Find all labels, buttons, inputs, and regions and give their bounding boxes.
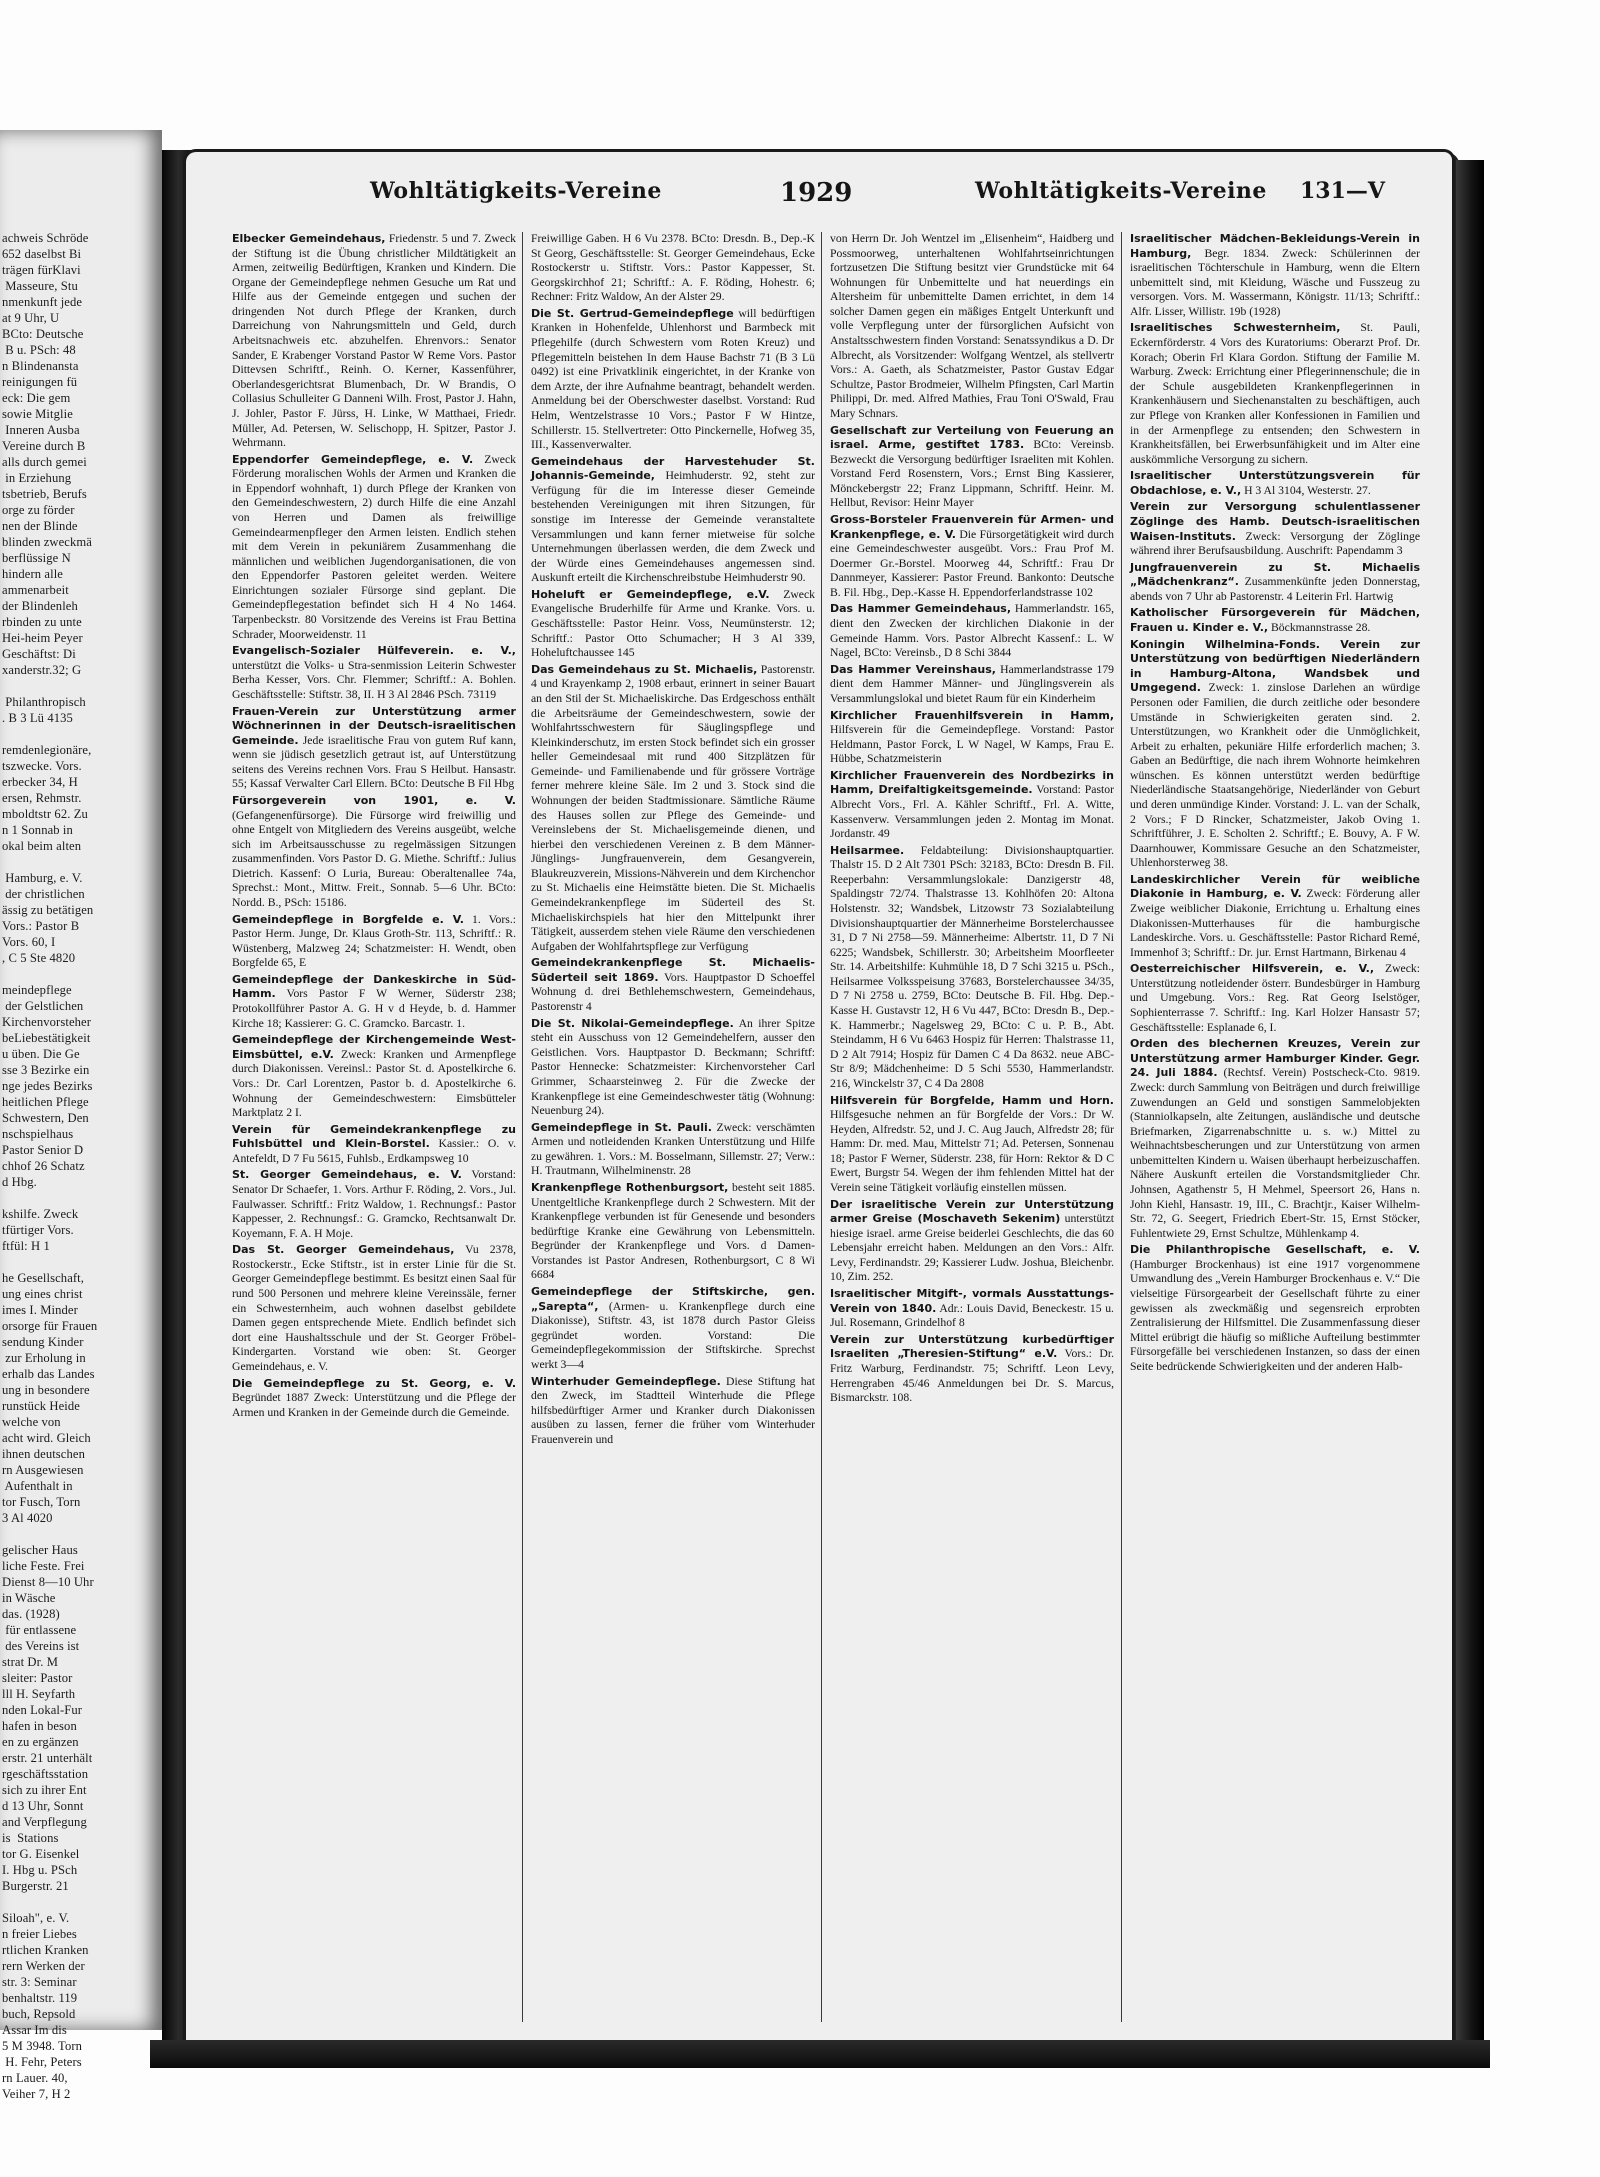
entry-title: Evangelisch-Sozialer Hülfeverein. e. V., (232, 644, 516, 658)
directory-entry (531, 1121, 815, 1179)
entry-text: Pastorenstr. 4 und Krayenkamp 2, 1908 erbaut, erinnert in seiner Bauart an den Stil der St. Michaeliskirche. Das Erdgeschoss enthält die Arbeitsräume der Gemeindeschwestern, sowie der Wohlfahrtsschwestern für Säuglingspflege und Kleinkinderschutz, im ersten Stock befindet sich ein grosser heller Gemeindesaal mit rund 400 Sitzplätzen für Gemeinde- und Familienabende und für grössere Vorträge ferner mehrere kleine Säle. Im 2 und 3. Stock sind die Wohnungen der beiden Stadtmissionare. Sämtliche Räume des Hauses sollen zur Pflege des Gemeinde- und Vereinslebens der St. Michaelisgemeinde dienen, und hierbei den verschiedenen Vereinen z. B dem Männer- Jünglings- Jungfrauenverein, dem Gesangverein, Blaukreuzverein, Missions-Nähverein und dem Kirchenchor zu St. Michaelis eine Heimstätte bieten. Die St. Michaelis Gemeindekrankenpflege im Süderteil des St. Michaeliskirchspiels hat hier den Mittelpunkt ihrer Tätigkeit, ausserdem stehen viele Räume den verschiedenen Aufgaben der Wohlfahrtspflege zur Verfügung (531, 662, 815, 953)
entry-text: Die Fürsorgetätigkeit wird durch eine Gemeindeschwester ausgeübt. Vors.: Frau Prof M. Doermer Gr.-Borstel. Moorweg 44, Schriftf.: Frau Dr Dannmeyer, Kassierer: Pastor Freund. Bankonto: Deutsche B. Fil. Hbg., Dep.-Kasse H. Eppendorferlandstrasse 102 (830, 527, 1115, 599)
column-divider (1121, 232, 1122, 2022)
entry-title: Landeskirchlicher Verein für weibliche Diakonie in Hamburg, e. V. (1130, 872, 1420, 901)
entry-title: Israelitischer Mitgift-, vormals Ausstattungs-Verein von 1840. (830, 1287, 1114, 1315)
entry-title: Das Hammer Gemeindehaus, (830, 602, 1012, 616)
directory-entry (830, 709, 1114, 767)
entry-title: Kirchlicher Frauenhilfsverein in Hamm, (830, 708, 1114, 722)
entry-text: Diese Stiftung hat den Zweck, im Stadtteil Winterhude die Pflege hilfsbedürftiger Armer und Kranker durch Diakonissen ausüben zu lassen, ferner die früher vom Winterhuder Frauenverein und (531, 1374, 815, 1446)
entry-text: Vors Pastor F W Werner, Süderstr 238; Protokollführer Pastor A. G. H v d Heyde, b. d. Hammer Kirche 18; Kassierer: G. C. Gramcko. Barcastr. 1. (232, 987, 516, 1030)
entry-text: Jede israelitische Frau von gutem Ruf kann, wenn sie jüdisch gesetzlich getraut ist, auf Unterstützung seitens des Vereins rechnen Vors. Frau S Heilbut. Hansastr. 55; Kassaf Verwalter Carl Ellern. BCto: Deutsche B Fil Hbg (232, 733, 516, 791)
entry-title: Hilfsverein für Borgfelde, Hamm und Horn. (830, 1093, 1114, 1107)
entry-text: Zweck: verschämten Armen und notleidenden Kranken Unterstützung und Hilfe zu gewähren. 1. Vors.: M. Bosselmann, Sillemstr. 27; Verw.: H. Trautmann, Wilhelminenstr. 28 (531, 1120, 815, 1178)
entry-text: Zweck: Versorgung der Zöglinge während ihrer Berufsausbildung. Auschrift: Papendamm 3 (1130, 529, 1421, 558)
directory-entry (1130, 561, 1420, 605)
directory-entry (232, 1377, 516, 1421)
entry-text: (Hamburger Brockenhaus) ist eine 1917 vorgenommene Umwandlung des „Verein Hamburger Brockenhaus e. V.“ Die vielseitige Fürsorgearbeit der Gesellschaft führte zu einer gewissen als zweckmäßig und segensreich erprobten Zentralisierung der Hilfsmittel. Die Zusammenfassung dieser Mittel erübrigt die häufig so mißliche Aufteilung bestimmter Fürsorgefälle bei verschiedenen Instanzen, so dass der einen Seite bedrückende Schwierigkeiten und der anderen Halb- (1130, 1257, 1420, 1373)
directory-entry (830, 602, 1114, 660)
directory-entry (830, 769, 1114, 842)
directory-entry (531, 1017, 815, 1119)
entry-text: Hilfsverein für die Gemeindepflege. Vorstand: Pastor Heldmann, Pastor Forck, L W Nagel, W Kamps, Frau E. Hübbe, Schatzmeisterin (830, 723, 1114, 766)
directory-entry (232, 1168, 516, 1241)
entry-title: Krankenpflege Rothenburgsort, (531, 1181, 729, 1194)
directory-entry (1130, 232, 1420, 319)
column-divider (821, 232, 822, 2022)
directory-entry (232, 705, 516, 792)
directory-entry (232, 1123, 516, 1167)
entry-title: Eppendorfer Gemeindepflege, e. V. (232, 452, 474, 466)
directory-entry (531, 588, 815, 661)
entry-title: Das Hammer Vereinshaus, (830, 662, 996, 676)
entry-text: Zusammenkünfte jeden Donnerstag, abends von 7 Uhr ab Pastorenstr. 4 Leiterin Frl. Hartwig (1130, 575, 1421, 603)
entry-text: Heimhuderstr. 92, steht zur Verfügung für die im Interesse dieser Gemeinde bestehenden Vereinigungen mit ihren Sitzungen, für sonstige im Interesse der Gemeinde veranstaltete Versammlungen und kann ferner mietweise für solche Unternehmungen überlassen werden, die dem Zweck und der Würde eines Gemeindehauses angemessen sind. Auskunft erteilt die Kirchenschreibstube Heimhuderstr 90. (531, 469, 815, 585)
column-1 (232, 232, 516, 2032)
entry-title: Gross-Borsteler Frauenverein für Armen- und Krankenpflege, e. V. (830, 512, 1114, 541)
entry-title: Koningin Wilhelmina-Fonds. Verein zur Unterstützung von bedürftigen Niederländern in Hamburg-Altona, Wandsbek und Umgegend. (1130, 637, 1420, 695)
entry-text: Zweck: 1. zinslose Darlehen an würdige Personen oder Familien, die durch zeitliche oder besondere Umstände in Schwierigkeiten geraten sind. 2. Unterstützungen, wo Krankheit oder die Unmöglichkeit, Arbeit zu erhalten, pekuniäre Hilfe erforderlich machen; 3. Gaben an Bedürftige, die nach ihrem Wohnorte heimkehren wünschen. Es können unterstützt werden bedürftige Niederländische Staatsangehörige, Niederländer von Geburt und deren unmündige Kinder. Vorstand: J. L. van der Schalk, 2 Vors.; F D Rincker, Schatzmeister, Jakob Oving 1. Schriftführer, J. E. Scholten 2. Schriftf.; E. Bouvy, A. F W. Daarnhouwer, Kommissare Gesuche an den Schatzmeister, Uhlenhorsterweg 38. (1130, 681, 1421, 870)
entry-text: Freiwillige Gaben. H 6 Vu 2378. BCto: Dresdn. B., Dep.-K St Georg, Geschäftsstelle: St. Georger Gemeindehaus, Ecke Rostockerstr u. Stiftstr. Vors.: Pastor Kappesser, St. Georgskirchhof 21; Schriftf.: A. F. Röding, Hohestr. 6; Rechner: Fritz Waldow, An der Alster 29. (531, 232, 815, 304)
directory-entry (830, 663, 1114, 707)
directory-entry (531, 307, 815, 453)
entry-text: Zweck: Förderung aller Zweige weiblicher Diakonie, Errichtung u. Erhaltung eines Diakonissen-Mutterhauses für die hamburgische Landeskirche. Vors. u. Geschäftsstelle: Pastor Richard Remé, Immenhof 3; Schriftf.: Dr. jur. Ernst Hartmann, Birkenau 4 (1130, 887, 1420, 959)
directory-entry (1130, 1037, 1420, 1241)
entry-title: Orden des blechernen Kreuzes, Verein zur Unterstützung armer Hamburger Kinder. Gegr. 24. Juli 1884. (1130, 1037, 1420, 1080)
page-edge-shadow (1456, 160, 1484, 2050)
entry-text: von Herrn Dr. Joh Wentzel im „Elisenheim“, Haidberg und Possmoorweg, unterhaltenen Wohlfahrtseinrichtungen fortzusetzen Die Stiftung besitzt vier Grundstücke mit 64 Wohnungen für Unbemittelte und hat neuerdings ein Altersheim für unbemittelte Damen errichtet, in dem 14 solcher Damen gegen ein mäßiges Entgelt Unterkunft und volle Verpflegung unter der fürsorglichen Aufsicht von Anstaltsschwestern finden Vorstand: Senatssyndikus a D. Dr Albrecht, als Vorsitzender: Wolfgang Wentzel, als stellvertr Vors.: A. Gaeth, als Schatzmeister, Pastor Gustav Edgar Schultze, Pastor Brodmeier, Wilhelm Pfingsten, Carl Martin Philippi, Dr. med. Alfred Mathies, Frau Toni O'Swald, Frau Mary Schnars. (830, 232, 1114, 420)
directory-entry (830, 1333, 1114, 1406)
entry-title: Kirchlicher Frauenverein des Nordbezirks in Hamm, Dreifaltigkeitsgemeinde. (830, 768, 1114, 797)
entry-text: Hilfsgesuche nehmen an für Borgfelde der Vors.: Dr W. Heyden, Alfredstr. 52, und J. C. Aug Jauch, Alfredstr 28; für Hamm: Dr. med. Mau, Mittelstr 71; Ad. Petersen, Sonnenau 18; Pastor F Werner, Süderstr. 238, für Horn: Rektor & D C Ewert, Burgstr 54. Wegen der ihm fehlenden Mittel hat der Verein seine Tätigkeit vorläufig einstellen müssen. (830, 1108, 1114, 1194)
entry-text: Zweck Förderung moralischen Wohls der Armen und Kranken die in Eppendorf wohnhaft, 1) durch Pflege der Kranken von den Gemeindeschwestern, 2) durch Hilfe die eine Anzahl von Herren und Damen als freiwillige Gemeindearmenpfleger den Armen leisten. Endlich stehen mit dem Verein in pekuniärem Zusammenhang die männlichen und weiblichen Jugendorganisationen, die von den Eppendorfer Pastoren geleitet werden. Weitere Einrichtungen sozialer Fürsorge sind geplant. Die Gemeindepflegestation befindet sich H 4 No 1464. Tarpenbeckstr. 80 Vorsitzende des Vereins ist Frau Bettina Schrader, Moorweidenstr. 11 (232, 452, 516, 641)
entry-text: H 3 Al 3104, Westerstr. 27. (1244, 483, 1371, 497)
column-2 (531, 232, 815, 2032)
directory-entry (232, 232, 516, 451)
entry-title: Gesellschaft zur Verteilung von Feuerung an israel. Arme, gestiftet 1783. (830, 423, 1114, 452)
entry-title: Die St. Nikolai-Gemeindepflege. (531, 1016, 734, 1030)
page-header (210, 178, 1430, 218)
entry-title: Katholischer Fürsorgeverein für Mädchen, Frauen u. Kinder e. V., (1130, 606, 1420, 635)
running-title-right: Wohltätigkeits-Vereine (975, 178, 1267, 204)
entry-title: Gemeindehaus der Harvestehuder St. Johannis-Gemeinde, (531, 454, 815, 483)
directory-entry (531, 956, 815, 1014)
directory-entry (531, 663, 815, 955)
entry-title: Verein zur Unterstützung kurbedürftiger Israeliten „Theresien-Stiftung“ e.V. (830, 1332, 1114, 1361)
entry-text: 1. Vors.: Pastor Herm. Junge, Dr. Klaus Groth-Str. 113, Schriftf.: R. Wüstenberg, Malzweg 24; Schatzmeister: H. Wendt, oben Borgfelde 65, E (232, 912, 516, 970)
entry-title: Israelitisches Schwesternheim, (1130, 321, 1341, 335)
directory-entry (531, 1375, 815, 1448)
directory-entry (531, 1181, 815, 1283)
entry-text: An ihrer Spitze steht ein Ausschuss von 12 Gemeindehelfern, ausser den Geistlichen. Vors. Hauptpastor D. Beckmann; Schriftf: Pastor Hennecke: Schatzmeister: Kirchenvorsteher Carl Grimmer, Schaarsteinweg 2. Für die Zwecke der Krankenpflege ist eine Gemeindeschwester tätig (Wohnung: Neuenburg 24). (531, 1016, 815, 1118)
directory-entry (1130, 638, 1420, 871)
column-4 (1130, 232, 1420, 2032)
entry-title: Gemeindepflege in Borgfelde e. V. (232, 912, 464, 926)
directory-entry (1130, 500, 1420, 558)
entry-title: Heilsarmee. (830, 843, 905, 857)
entry-title: Elbecker Gemeindehaus, (232, 232, 386, 245)
directory-entry (232, 1033, 516, 1120)
entry-title: Die Gemeindepflege zu St. Georg, e. V. (232, 1376, 516, 1390)
entry-text: Feldabteilung: Divisionshauptquartier. Thalstr 15. D 2 Alt 7301 PSch: 32183, BCto: Dresdn B. Fil. Reeperbahn: Versammlungslokale: Danzigerstr 48, Spaldingstr 72/74. Thalstrasse 13. Kohlhöfen 20: Altona Holstenstr. 32; Wandsbek, Litzowstr 73 Sozialabteilung Divisionshauptquartier der Männerheime Borstelerchaussee 31, D 7 Ni 2758—59. Männerheime: Albertstr. 11, D 7 Ni 6225; Wandsbek, Schillerstr. 30; Arbeitsheim Moorfleeter Str. 14. Arbeitshilfe: Kuhmühle 18, D 7 Schi 3215 u. PSch., Heilsarmee Volksspeisung 37683, Borstelerchaussee 34/35, D 7 Ni 2758 u. 2759, BCto: Deutsche B. Fil. Hbg. Dep.-Kasse H. Gustavstr 12, H 6 Vu 447, BCto: Dresdn B., Dep.-K. Hammerbr.; Nagelsweg 29, BCto: C u. P. B., Abt. Steindamm, H 6 Vu 6463 Hospiz für Herren: Thalstrasse 11, D 2 Alt 7914; Hospiz für Damen C 4 Da 8632. neue ABC-Str 8/9; Mädchenheime: D 5 Schi 5530, Hammerlandstr. 216, Winckelstr 37, C 4 Da 2808 (830, 843, 1114, 1090)
directory-entry (1130, 469, 1420, 498)
entry-title: Fürsorgeverein von 1901, e. V. (232, 793, 516, 807)
entry-title: Oesterreichischer Hilfsverein, e. V., (1130, 962, 1375, 976)
entry-text: besteht seit 1885. Unentgeltliche Krankenpflege durch 2 Schwestern. Mit der Krankenpflege verbunden ist für Genesende und besonders bedürftige Kranke eine Gewährung von Lebensmitteln. Begründer der Krankenpflege und Vors. d Damen-Vorstandes ist Pastor Andresen, Rothenburgsort, C 8 Wi 6684 (531, 1181, 815, 1282)
directory-entry (531, 1285, 815, 1372)
entry-text: St. Pauli, Eckernförderstr. 4 Vors des Kuratoriums: Oberarzt Prof. Dr. Korach; Oberin Frl Klara Gordon. Stiftung der Familie M. Warburg. Zweck: Errichtung einer Pflegerinnenschule; die in der Schule ausgebildeten Krankenpflegerinnen in Krankenhäusern und Siechenanstalten zu beschäftigen, auch zur Pflege von Kranken aller Konfessionen in Familien und in der Armenpflege zu entsenden; den Schwestern in Krankheitsfällen, bei Erwerbsunfähigkeit und im Alter eine auskömmliche Versorgung zu sichern. (1130, 321, 1420, 466)
directory-entry (232, 913, 516, 971)
entry-text: Vors. Hauptpastor D Schoeffel Wohnung d. drei Bethlehemschwestern, Gemeindehaus, Pastorenstr 4 (531, 970, 815, 1014)
year-heading: 1929 (780, 178, 853, 208)
entry-text: Zweck Evangelische Bruderhilfe für Arme und Kranke. Vors. u. Geschäftsstelle: Pastor Heinr. Voss, Neumünsterstr. 12; Schriftf.: Pastor Otto Schumacher; H 3 Al 339, Hoheluftchaussee 145 (531, 587, 815, 660)
entry-title: Das Gemeindehaus zu St. Michaelis, (531, 662, 758, 676)
entry-title: Israelitischer Mädchen-Bekleidungs-Verein in Hamburg, (1130, 232, 1420, 260)
entry-text: Begr. 1834. Zweck: Schülerinnen der israelitischen Töchterschule in Hamburg, wenn die Eltern unbemittelt sind, mit Kleidung, Wäsche und Fusszeug zu versorgen. Vors. M. Wassermann, Königstr. 11/13; Schriftf.: Alfr. Lisser, Willistr. 19b (1928) (1130, 246, 1420, 318)
entry-title: Israelitischer Unterstützungsverein für Obdachlose, e. V., (1130, 469, 1420, 497)
entry-title: St. Georger Gemeindehaus, e. V. (232, 1168, 462, 1182)
page-number: 131—V (1300, 178, 1385, 204)
entry-title: Gemeindepflege der Dankeskirche in Süd-Hamm. (232, 972, 516, 1001)
directory-entry (830, 1198, 1114, 1285)
directory-entry (531, 232, 815, 305)
directory-entry (830, 232, 1114, 422)
entry-title: Gemeindekrankenpflege St. Michaelis-Süderteil seit 1869. (531, 956, 815, 984)
entry-text: Begründet 1887 Zweck: Unterstützung und die Pflege der Armen und Kranken in der Gemeinde durch die Gemeinde. (232, 1391, 516, 1419)
page-bottom-shadow (150, 2040, 1490, 2068)
entry-text: Hammerlandstrasse 179 dient dem Hammer Männer- und Jünglingsverein als Versammlungslokal und bietet Raum für ein Kinderheim (830, 662, 1115, 705)
entry-title: Die Philanthropische Gesellschaft, e. V. (1130, 1243, 1420, 1257)
entry-title: Frauen-Verein zur Unterstützung armer Wöchnerinnen in der Deutsch-israelitischen Gemeinde. (232, 704, 516, 747)
directory-entry (830, 1094, 1114, 1196)
entry-title: Das St. Georger Gemeindehaus, (232, 1243, 455, 1257)
directory-entry (531, 455, 815, 586)
entry-title: Winterhuder Gemeindepflege. (531, 1374, 721, 1388)
entry-text: Vors.: Dr. Fritz Warburg, Ferdinandstr. 75; Schriftf. Leon Levy, Herrengraben 45/46 Anmeldungen bei Dr. S. Marcus, Bismarckstr. 108. (830, 1347, 1114, 1405)
entry-title: Gemeindepflege der Kirchengemeinde West-Eimsbüttel, e.V. (232, 1033, 516, 1061)
entry-text: will bedürftigen Kranken in Hohenfelde, Uhlenhorst und Barmbeck mit Pflegehilfe (durch Schwestern vom Roten Kreuz) und Pflegemitteln beistehen In dem Hause Bachstr 71 (B 3 Lü 0492) ist eine Privatklinik eingerichtet, in der Kranke von dem Arzte, der ihre Aufnahme beantragt, behandelt werden. Anmeldung bei der Oberschwester daselbst. Vorstand: Rud Helm, Wentzelstrasse 10 Vors.; Pastor F W Hintze, Schillerstr. 15. Stellvertreter: Otto Pinckernelle, Hofweg 35, III., Kassenverwalter. (531, 306, 816, 452)
directory-entry (232, 794, 516, 911)
entry-title: Jungfrauenverein zu St. Michaelis „Mädchenkranz“. (1130, 560, 1420, 589)
entry-text: (Gefangenenfürsorge). Die Fürsorge wird freiwillig und ohne Entgelt von Mitgliedern des Vereins ausgeübt, welche sich im Arbeitsausschusse zu regelmässigen Sitzungen zusammenfinden. Vors Pastor D. G. Miethe. Schriftf.: Julius Dietrich. Kassenf: O Luria, Bureau: Oberaltenallee 74a, Sprechst.: Mont., Mittw. Freit., Sonnab. 5—6 Uhr. BCto: Nordd. B., PSch: 15186. (232, 808, 516, 910)
directory-entry (1130, 1243, 1420, 1374)
directory-entry (232, 1243, 516, 1374)
directory-entry (232, 453, 516, 643)
entry-title: Die St. Gertrud-Gemeindepflege (531, 306, 734, 320)
column-3 (830, 232, 1114, 2032)
entry-title: Gemeindepflege in St. Pauli. (531, 1120, 712, 1134)
entry-text: (Armen- u. Krankenpflege durch eine Diakonisse), Stiftstr. 43, ist 1878 durch Pastor Gleiss gegründet worden. Vorstand: Die Gemeindepflegekommission der Stiftskirche. Sprechst werkt 3—4 (531, 1299, 815, 1371)
directory-entry (1130, 873, 1420, 960)
entry-text: Zweck: Kranken und Armenpflege durch Diakonissen. Vereinsl.: Pastor St. d. Apostelkirche 6. Vors.: Dr. Carl Lorentzen, Pastor b. d. Apostelkirche 6. Wohnung der Gemeindeschwestern: Eimsbütteler Marktplatz 2 I. (232, 1047, 517, 1120)
entry-text: Zweck: Unterstützung notleidender österr. Bundesbürger in Hamburg und Umgebung. Vors.: Reg. Rat Georg Iselstöger, Sophienterrasse 7. Schriftf.: Ing. Karl Holzer Hansastr 57; Geschäftsstelle: Esplanade 6, I. (1130, 962, 1420, 1034)
directory-entry (830, 1287, 1114, 1331)
entry-text: Böckmannstrasse 28. (1271, 621, 1371, 635)
entry-title: Gemeindepflege der Stiftskirche, gen. „Sarepta“, (531, 1285, 815, 1313)
directory-entry (830, 424, 1114, 511)
directory-entry (232, 644, 516, 702)
entry-text: Vorstand: Pastor Albrecht Vors., Frl. A. Kähler Schriftf., Frl. A. Witte, Kassenverw. Versammlungen jeden 2. Montag im Monat. Jordanstr. 49 (830, 783, 1114, 841)
entry-text: unterstützt die Volks- u Stra-senmission Leiterin Schwester Berha Kesser, Vors. Chr. Flemmer; Schriftf.: A. Bohlen. Geschäftsstelle: Stiftstr. 38, II. H 3 Al 2846 PSch. 73119 (232, 658, 516, 701)
column-divider (522, 232, 523, 2022)
entry-text: Hammerlandstr. 165, dient den Zwecken der kirchlichen Diakonie in der Gemeinde Hamm. Vors. Pastor Albrecht Kassenf.: L. W Nagel, BCto: Vereinsb., D 8 Schi 3844 (830, 602, 1115, 660)
running-title-left: Wohltätigkeits-Vereine (370, 178, 662, 204)
entry-text: unterstützt hiesige israel. arme Greise beiderlei Geschlechts, die das 60 Lebensjahr erreicht haben. Meldungen an den Vors.: Alfr. Levy, Ferdinandstr. 29; Kassierer Ludw. Joshua, Bleichenbr. 10, Zim. 252. (830, 1212, 1115, 1284)
entry-title: Hoheluft er Gemeindepflege, e.V. (531, 587, 770, 601)
entry-text: Vu 2378, Rostockerstr., Ecke Stiftstr., ist in erster Linie für die St. Georger Gemeindepflege bestimmt. Es besitzt einen Saal für rund 500 Personen und mehrere kleine Vereinssäle, ferner ein Schwesternheim, auch wohnen daselbst gebildete Damen gegen entsprechende Miete. Endlich befindet sich dort eine Haushaltsschule und der St. Georger Fröbel-Kindergarten. Vorstand wie oben: St. Georger Gemeindehaus, e. V. (232, 1243, 516, 1373)
entry-text: Adr.: Louis David, Beneckestr. 15 u. Jul. Rosemann, Grindelhof 8 (830, 1301, 1114, 1330)
entry-text: Kassier.: O. v. Antefeldt, D 7 Fu 5615, Fuhlsb., Erdkampsweg 10 (232, 1137, 517, 1165)
directory-entry (830, 513, 1114, 600)
entry-text: (Rechtsf. Verein) Postscheck-Cto. 9819. Zweck: durch Sammlung von Beiträgen und durch freiwillige Zuwendungen an Geld und sonstigen Sammelobjekten (Stanniolkapseln, alte Zeitungen, ausländische und deutsche Briefmarken, Zigarrenabschnitte u. s. w.) Mittel zu Weihnachtsbescherungen und zur Unterstützung von armen unbemittelten Kindern u. Waisen überhaupt herbeizuschaffen. Nähere Auskunft erteilen die Vorstandsmitglieder Chr. Johnsen, Agathenstr 5, H Mehmel, Speersort 26, Hans n. John Kiehl, Hansastr. 19, III., C. Brachtjr., Kaiser Wilhelm-Str. 72, G. Seegert, Friedrich Ebert-Str. 15, Ernst Stöcker, Fuhlentwiete 29, Ernst Schultze, Mühlenkamp 4. (1130, 1066, 1420, 1240)
directory-entry (232, 973, 516, 1031)
directory-entry (1130, 962, 1420, 1035)
directory-entry (830, 844, 1114, 1092)
entry-text: BCto: Vereinsb. Bezweckt die Versorgung bedürftiger Israeliten mit Kohlen. Vorstand Ferd Rosenstern, Vors.; Ernst Bing Kassierer, Mönckebergstr 22; Franz Lippmann, Schriftf. Heinr. M. Hellbut, Revisor: Heinr Mayer (830, 438, 1115, 510)
entry-title: Verein für Gemeindekrankenpflege zu Fuhlsbüttel und Klein-Borstel. (232, 1122, 516, 1151)
entry-text: Vorstand: Senator Dr Schaefer, 1. Vors. Arthur F. Röding, 2. Vors., Jul. Faulwasser. Schriftf.: Fritz Waldow, 1. Rechnungsf.: Pastor Kappesser, 2. Rechnungsf.: G. Gramcko, Rechtsanwalt Dr. Koyemann, F. A. H Moje. (232, 1168, 516, 1240)
entry-text: Friedenstr. 5 und 7. Zweck der Stiftung ist die Übung christlicher Mildtätigkeit an Armen, zeitweilig Bedürftigen, Kranken und Kindern. Die Organe der Gemeindepflege nehmen Gesuche um Rat und Hilfe aus der Gemeinde entgegen und suchen der dringenden Not durch Pflege der Kranken, durch Darreichung von Nahrungsmitteln und Geld, durch Arbeitsnachweis etc. abzuhelfen. Ehrenvors.: Senator Sander, E Krabenger Vorstand Pastor W Reme Vors. Pastor Dittevsen Schriftf., Reinh. O. Kerner, Kassenführer, Oberlandesgerichtsrat Blumenbach, Dr. W Brandis, O Collasius Schulleiter G Danneni Wilh. Frost, Pastor J. Hahn, J. Johler, Pastor F. Jürss, H. Linke, W Matthaei, Friedr. Müller, Ad. Petersen, W. Selischopp, H. Spitzer, Pastor J. Wehrmann. (232, 232, 517, 450)
entry-title: Verein zur Versorgung schulentlassener Zöglinge des Hamb. Deutsch-israelitischen Waisen-Instituts. (1130, 500, 1420, 543)
left-page-text: achweis Schröde 652 daselbst Bi trägen fürKlavi Masseure, Stu nmenkunft jede at 9 Uhr, U BCto: Deutsche B u. PSch: 48 n Blindenansta reinigungen fü eck: Die gem sowie Mitglie Inneren Ausba Vereine durch B alls durch gemei in Erziehung tsbetrieb, Berufs orge zu förder nen der Blinde blinden zweckmä berflüssige N hindern alle ammenarbeit der Blindenleh rbinden zu unte Hei-heim Peyer Geschäftst: Di xanderstr.32; G Philanthropisch . B 3 Lü 4135 remdenlegionäre, tszwecke. Vors. erbecker 34, H ersen, Rehmstr. mboldtstr 62. Zu n 1 Sonnab in okal beim alten Hamburg, e. V. der christlichen ässig zu betätigen Vors.: Pastor B Vors. 60, I , C 5 Ste 4820 meindepflege der Gelstlichen Kirchenvorsteher beLiebestätigkeit u üben. Die Ge sse 3 Bezirke ein nge jedes Bezirks heitlichen Pflege Schwestern, Den nschspielhaus Pastor Senior D chhof 26 Schatz d Hbg. kshilfe. Zweck tfürtiger Vors. ftfül: H 1 he Gesellschaft, ung eines christ imes I. Minder orsorge für Frauen sendung Kinder zur Erholung in erhalb das Landes ung in besondere runstück Heide welche von acht wird. Gleich ihnen deutschen rn Ausgewiesen Aufenthalt in tor Fusch, Torn 3 Al 4020 gelischer Haus liche Feste. Frei Dienst 8—10 Uhr in Wäsche das. (1928) für entlassene des Vereins ist strat Dr. M sleiter: Pastor lll H. Seyfarth nden Lokal-Fur hafen in beson en zu ergänzen erstr. 21 unterhält rgeschäftsstation sich zu ihrer Ent d 13 Uhr, Sonnt and Verpflegung is Stations tor G. Eisenkel I. Hbg u. PSch Burgerstr. 21 Siloah", e. V. n freier Liebes rtlichen Kranken rern Werken der str. 3: Seminar benhaltstr. 119 buch, Repsold Assar Im dis 5 M 3948. Torn H. Fehr, Peters rn Lauer. 40, Veiher 7, H 2 (2, 231, 98, 2101)
left-page-fragment (0, 130, 162, 2101)
entry-title: Der israelitische Verein zur Unterstützung armer Greise (Moschaveth Sekenim) (830, 1197, 1114, 1226)
directory-entry (1130, 606, 1420, 635)
directory-entry (1130, 321, 1420, 467)
